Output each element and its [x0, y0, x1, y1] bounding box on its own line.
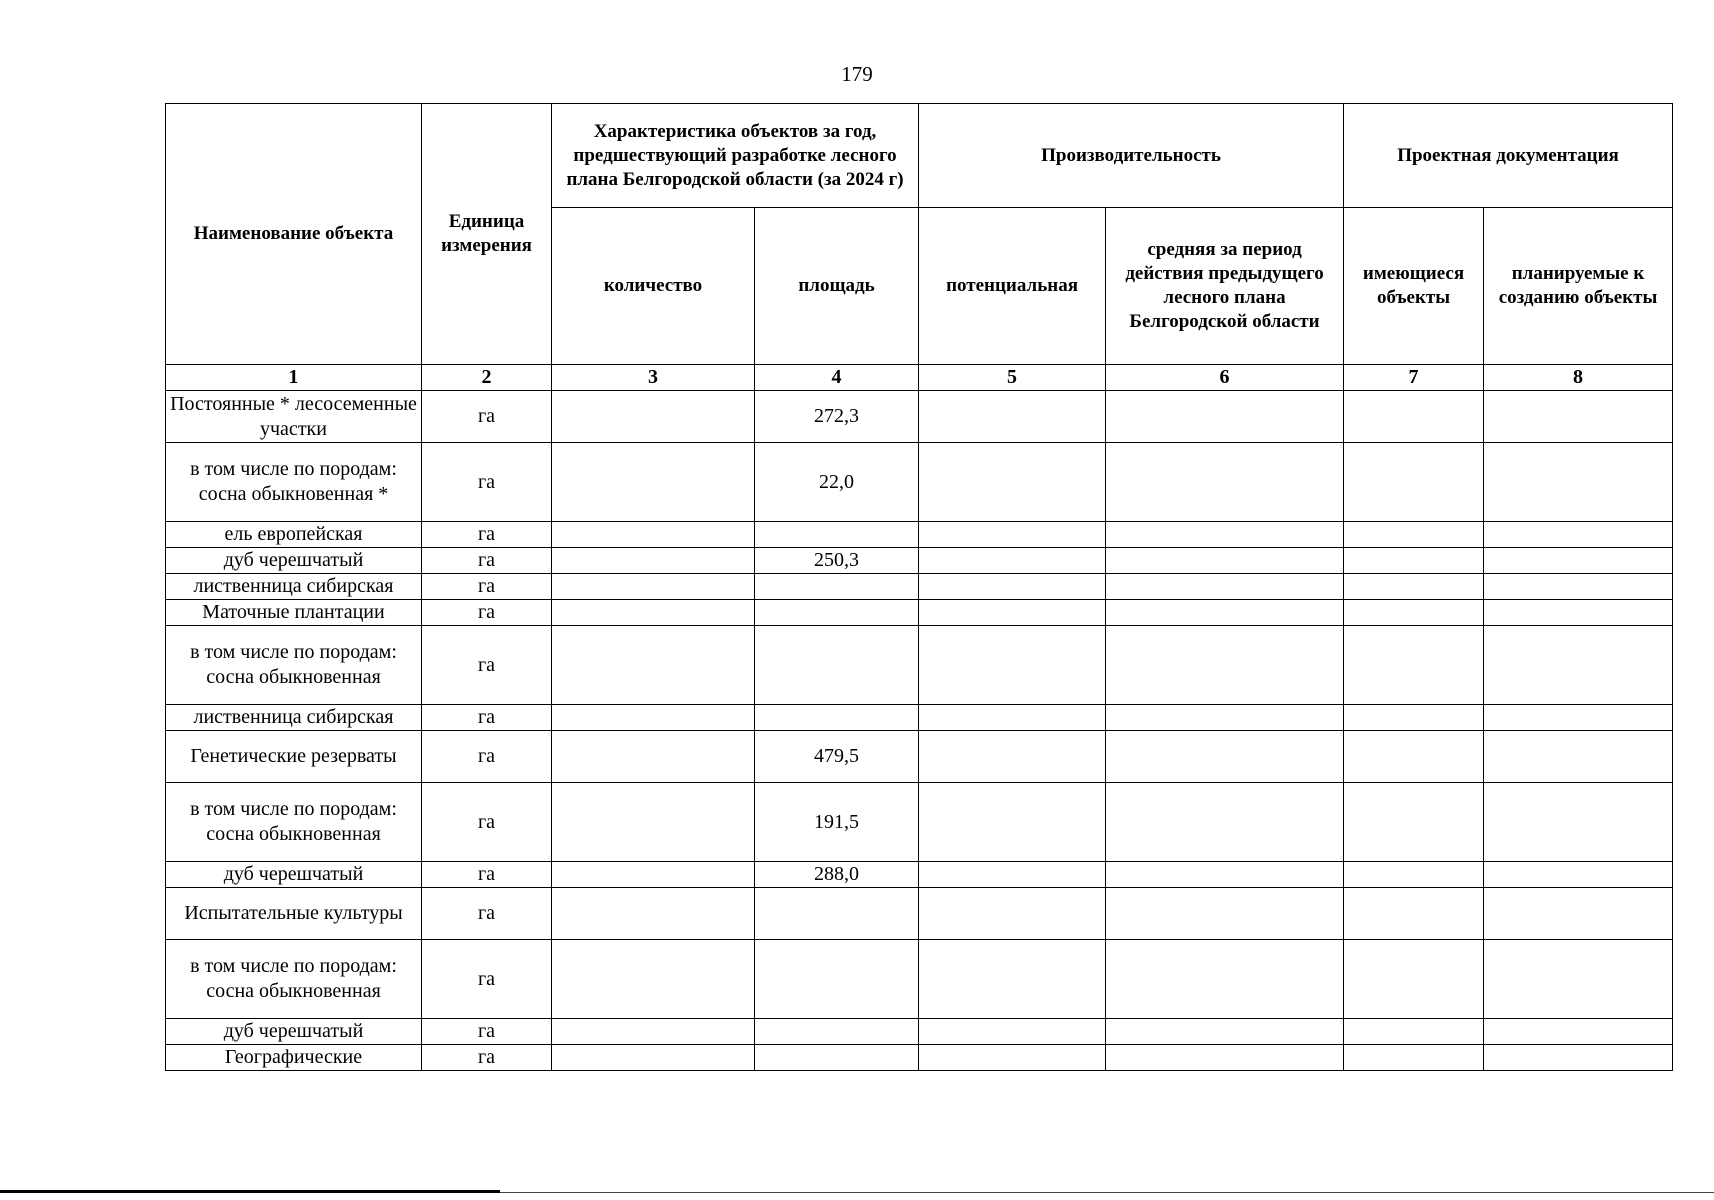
table-row: [166, 1019, 1673, 1045]
existing-cell: [1344, 731, 1484, 783]
column-number: 6: [1106, 365, 1344, 391]
potential-cell: [919, 940, 1106, 1019]
scan-edge-line: [0, 1190, 500, 1193]
area-cell: 250,3: [755, 548, 919, 574]
object-name-cell: дуб черешчатый: [166, 862, 422, 888]
header-name: Наименование объекта: [166, 104, 422, 365]
quantity-cell: [552, 888, 755, 940]
area-cell: [755, 940, 919, 1019]
average-cell: [1106, 574, 1344, 600]
table-row: [166, 548, 1673, 574]
planned-cell: [1484, 548, 1673, 574]
existing-cell: [1344, 1045, 1484, 1071]
object-name-cell: дуб черешчатый: [166, 1019, 422, 1045]
potential-cell: [919, 1019, 1106, 1045]
existing-cell: [1344, 391, 1484, 443]
quantity-cell: [552, 548, 755, 574]
existing-cell: [1344, 940, 1484, 1019]
quantity-cell: [552, 626, 755, 705]
existing-cell: [1344, 1019, 1484, 1045]
column-number: 4: [755, 365, 919, 391]
unit-cell: га: [422, 548, 552, 574]
area-cell: 288,0: [755, 862, 919, 888]
unit-cell: га: [422, 443, 552, 522]
area-cell: [755, 1019, 919, 1045]
column-number: 8: [1484, 365, 1673, 391]
potential-cell: [919, 391, 1106, 443]
column-number: 2: [422, 365, 552, 391]
potential-cell: [919, 705, 1106, 731]
potential-cell: [919, 862, 1106, 888]
area-cell: [755, 705, 919, 731]
quantity-cell: [552, 783, 755, 862]
unit-cell: га: [422, 783, 552, 862]
unit-cell: га: [422, 705, 552, 731]
quantity-cell: [552, 391, 755, 443]
existing-cell: [1344, 574, 1484, 600]
table-row: [166, 705, 1673, 731]
object-name-cell: лиственница сибирская: [166, 574, 422, 600]
existing-cell: [1344, 705, 1484, 731]
object-name-cell: Постоянные * лесосеменные участки: [166, 391, 422, 443]
unit-cell: га: [422, 522, 552, 548]
average-cell: [1106, 626, 1344, 705]
average-cell: [1106, 443, 1344, 522]
object-name-cell: Маточные плантации: [166, 600, 422, 626]
area-cell: [755, 888, 919, 940]
object-name-cell: в том числе по породам: сосна обыкновенная: [166, 783, 422, 862]
average-cell: [1106, 1019, 1344, 1045]
average-cell: [1106, 522, 1344, 548]
quantity-cell: [552, 705, 755, 731]
potential-cell: [919, 1045, 1106, 1071]
object-name-cell: ель европейская: [166, 522, 422, 548]
table-row: [166, 783, 1673, 862]
average-cell: [1106, 862, 1344, 888]
average-cell: [1106, 731, 1344, 783]
area-cell: [755, 1045, 919, 1071]
object-name-cell: Генетические резерваты: [166, 731, 422, 783]
average-cell: [1106, 391, 1344, 443]
header-unit: Единица измерения: [422, 104, 552, 365]
object-name-cell: Географические: [166, 1045, 422, 1071]
object-name-cell: дуб черешчатый: [166, 548, 422, 574]
area-cell: [755, 522, 919, 548]
unit-cell: га: [422, 1019, 552, 1045]
unit-cell: га: [422, 574, 552, 600]
area-cell: 272,3: [755, 391, 919, 443]
object-name-cell: Испытательные культуры: [166, 888, 422, 940]
potential-cell: [919, 888, 1106, 940]
table-row: [166, 574, 1673, 600]
object-name-cell: в том числе по породам: сосна обыкновенная *: [166, 443, 422, 522]
header-quantity: количество: [552, 208, 755, 365]
average-cell: [1106, 705, 1344, 731]
potential-cell: [919, 522, 1106, 548]
unit-cell: га: [422, 391, 552, 443]
table-row: [166, 731, 1673, 783]
planned-cell: [1484, 862, 1673, 888]
table-row: [166, 940, 1673, 1019]
area-cell: 479,5: [755, 731, 919, 783]
column-number: 5: [919, 365, 1106, 391]
existing-cell: [1344, 600, 1484, 626]
planned-cell: [1484, 940, 1673, 1019]
page-number: 179: [841, 62, 873, 86]
planned-cell: [1484, 443, 1673, 522]
header-average: средняя за период действия предыдущего лесного плана Белгородской области: [1106, 208, 1344, 365]
existing-cell: [1344, 862, 1484, 888]
area-cell: [755, 600, 919, 626]
quantity-cell: [552, 600, 755, 626]
potential-cell: [919, 626, 1106, 705]
column-number: 1: [166, 365, 422, 391]
planned-cell: [1484, 888, 1673, 940]
table-row: [166, 391, 1673, 443]
planned-cell: [1484, 626, 1673, 705]
potential-cell: [919, 731, 1106, 783]
unit-cell: га: [422, 1045, 552, 1071]
potential-cell: [919, 783, 1106, 862]
planned-cell: [1484, 391, 1673, 443]
unit-cell: га: [422, 600, 552, 626]
planned-cell: [1484, 574, 1673, 600]
area-cell: [755, 626, 919, 705]
average-cell: [1106, 940, 1344, 1019]
header-planned: планируемые к созданию объекты: [1484, 208, 1673, 365]
table-row: [166, 443, 1673, 522]
column-number: 7: [1344, 365, 1484, 391]
existing-cell: [1344, 783, 1484, 862]
table-row: [166, 522, 1673, 548]
average-cell: [1106, 1045, 1344, 1071]
average-cell: [1106, 548, 1344, 574]
table-row: [166, 1045, 1673, 1071]
header-project-docs: Проектная документация: [1344, 104, 1673, 208]
average-cell: [1106, 600, 1344, 626]
planned-cell: [1484, 705, 1673, 731]
potential-cell: [919, 600, 1106, 626]
object-name-cell: в том числе по породам: сосна обыкновенная: [166, 940, 422, 1019]
scan-edge-line: [500, 1192, 1714, 1193]
planned-cell: [1484, 783, 1673, 862]
quantity-cell: [552, 522, 755, 548]
unit-cell: га: [422, 940, 552, 1019]
quantity-cell: [552, 574, 755, 600]
quantity-cell: [552, 862, 755, 888]
average-cell: [1106, 783, 1344, 862]
planned-cell: [1484, 600, 1673, 626]
quantity-cell: [552, 731, 755, 783]
table-row: [166, 888, 1673, 940]
table-row: [166, 600, 1673, 626]
existing-cell: [1344, 888, 1484, 940]
area-cell: 22,0: [755, 443, 919, 522]
object-name-cell: в том числе по породам: сосна обыкновенная: [166, 626, 422, 705]
forest-objects-table: [165, 103, 1673, 1071]
planned-cell: [1484, 522, 1673, 548]
header-existing: имеющиеся объекты: [1344, 208, 1484, 365]
average-cell: [1106, 888, 1344, 940]
area-cell: [755, 574, 919, 600]
header-area: площадь: [755, 208, 919, 365]
planned-cell: [1484, 1045, 1673, 1071]
quantity-cell: [552, 443, 755, 522]
planned-cell: [1484, 731, 1673, 783]
existing-cell: [1344, 522, 1484, 548]
existing-cell: [1344, 548, 1484, 574]
potential-cell: [919, 574, 1106, 600]
quantity-cell: [552, 940, 755, 1019]
area-cell: 191,5: [755, 783, 919, 862]
unit-cell: га: [422, 731, 552, 783]
object-name-cell: лиственница сибирская: [166, 705, 422, 731]
quantity-cell: [552, 1019, 755, 1045]
column-numbers-row: [166, 365, 1673, 391]
table-row: [166, 862, 1673, 888]
header-productivity: Производительность: [919, 104, 1344, 208]
quantity-cell: [552, 1045, 755, 1071]
column-number: 3: [552, 365, 755, 391]
existing-cell: [1344, 626, 1484, 705]
existing-cell: [1344, 443, 1484, 522]
unit-cell: га: [422, 626, 552, 705]
header-potential: потенциальная: [919, 208, 1106, 365]
unit-cell: га: [422, 862, 552, 888]
potential-cell: [919, 548, 1106, 574]
unit-cell: га: [422, 888, 552, 940]
potential-cell: [919, 443, 1106, 522]
table-row: [166, 626, 1673, 705]
planned-cell: [1484, 1019, 1673, 1045]
header-characteristics: Характеристика объектов за год, предшествующий разработке лесного плана Белгородской области (за 2024 г): [552, 104, 919, 208]
